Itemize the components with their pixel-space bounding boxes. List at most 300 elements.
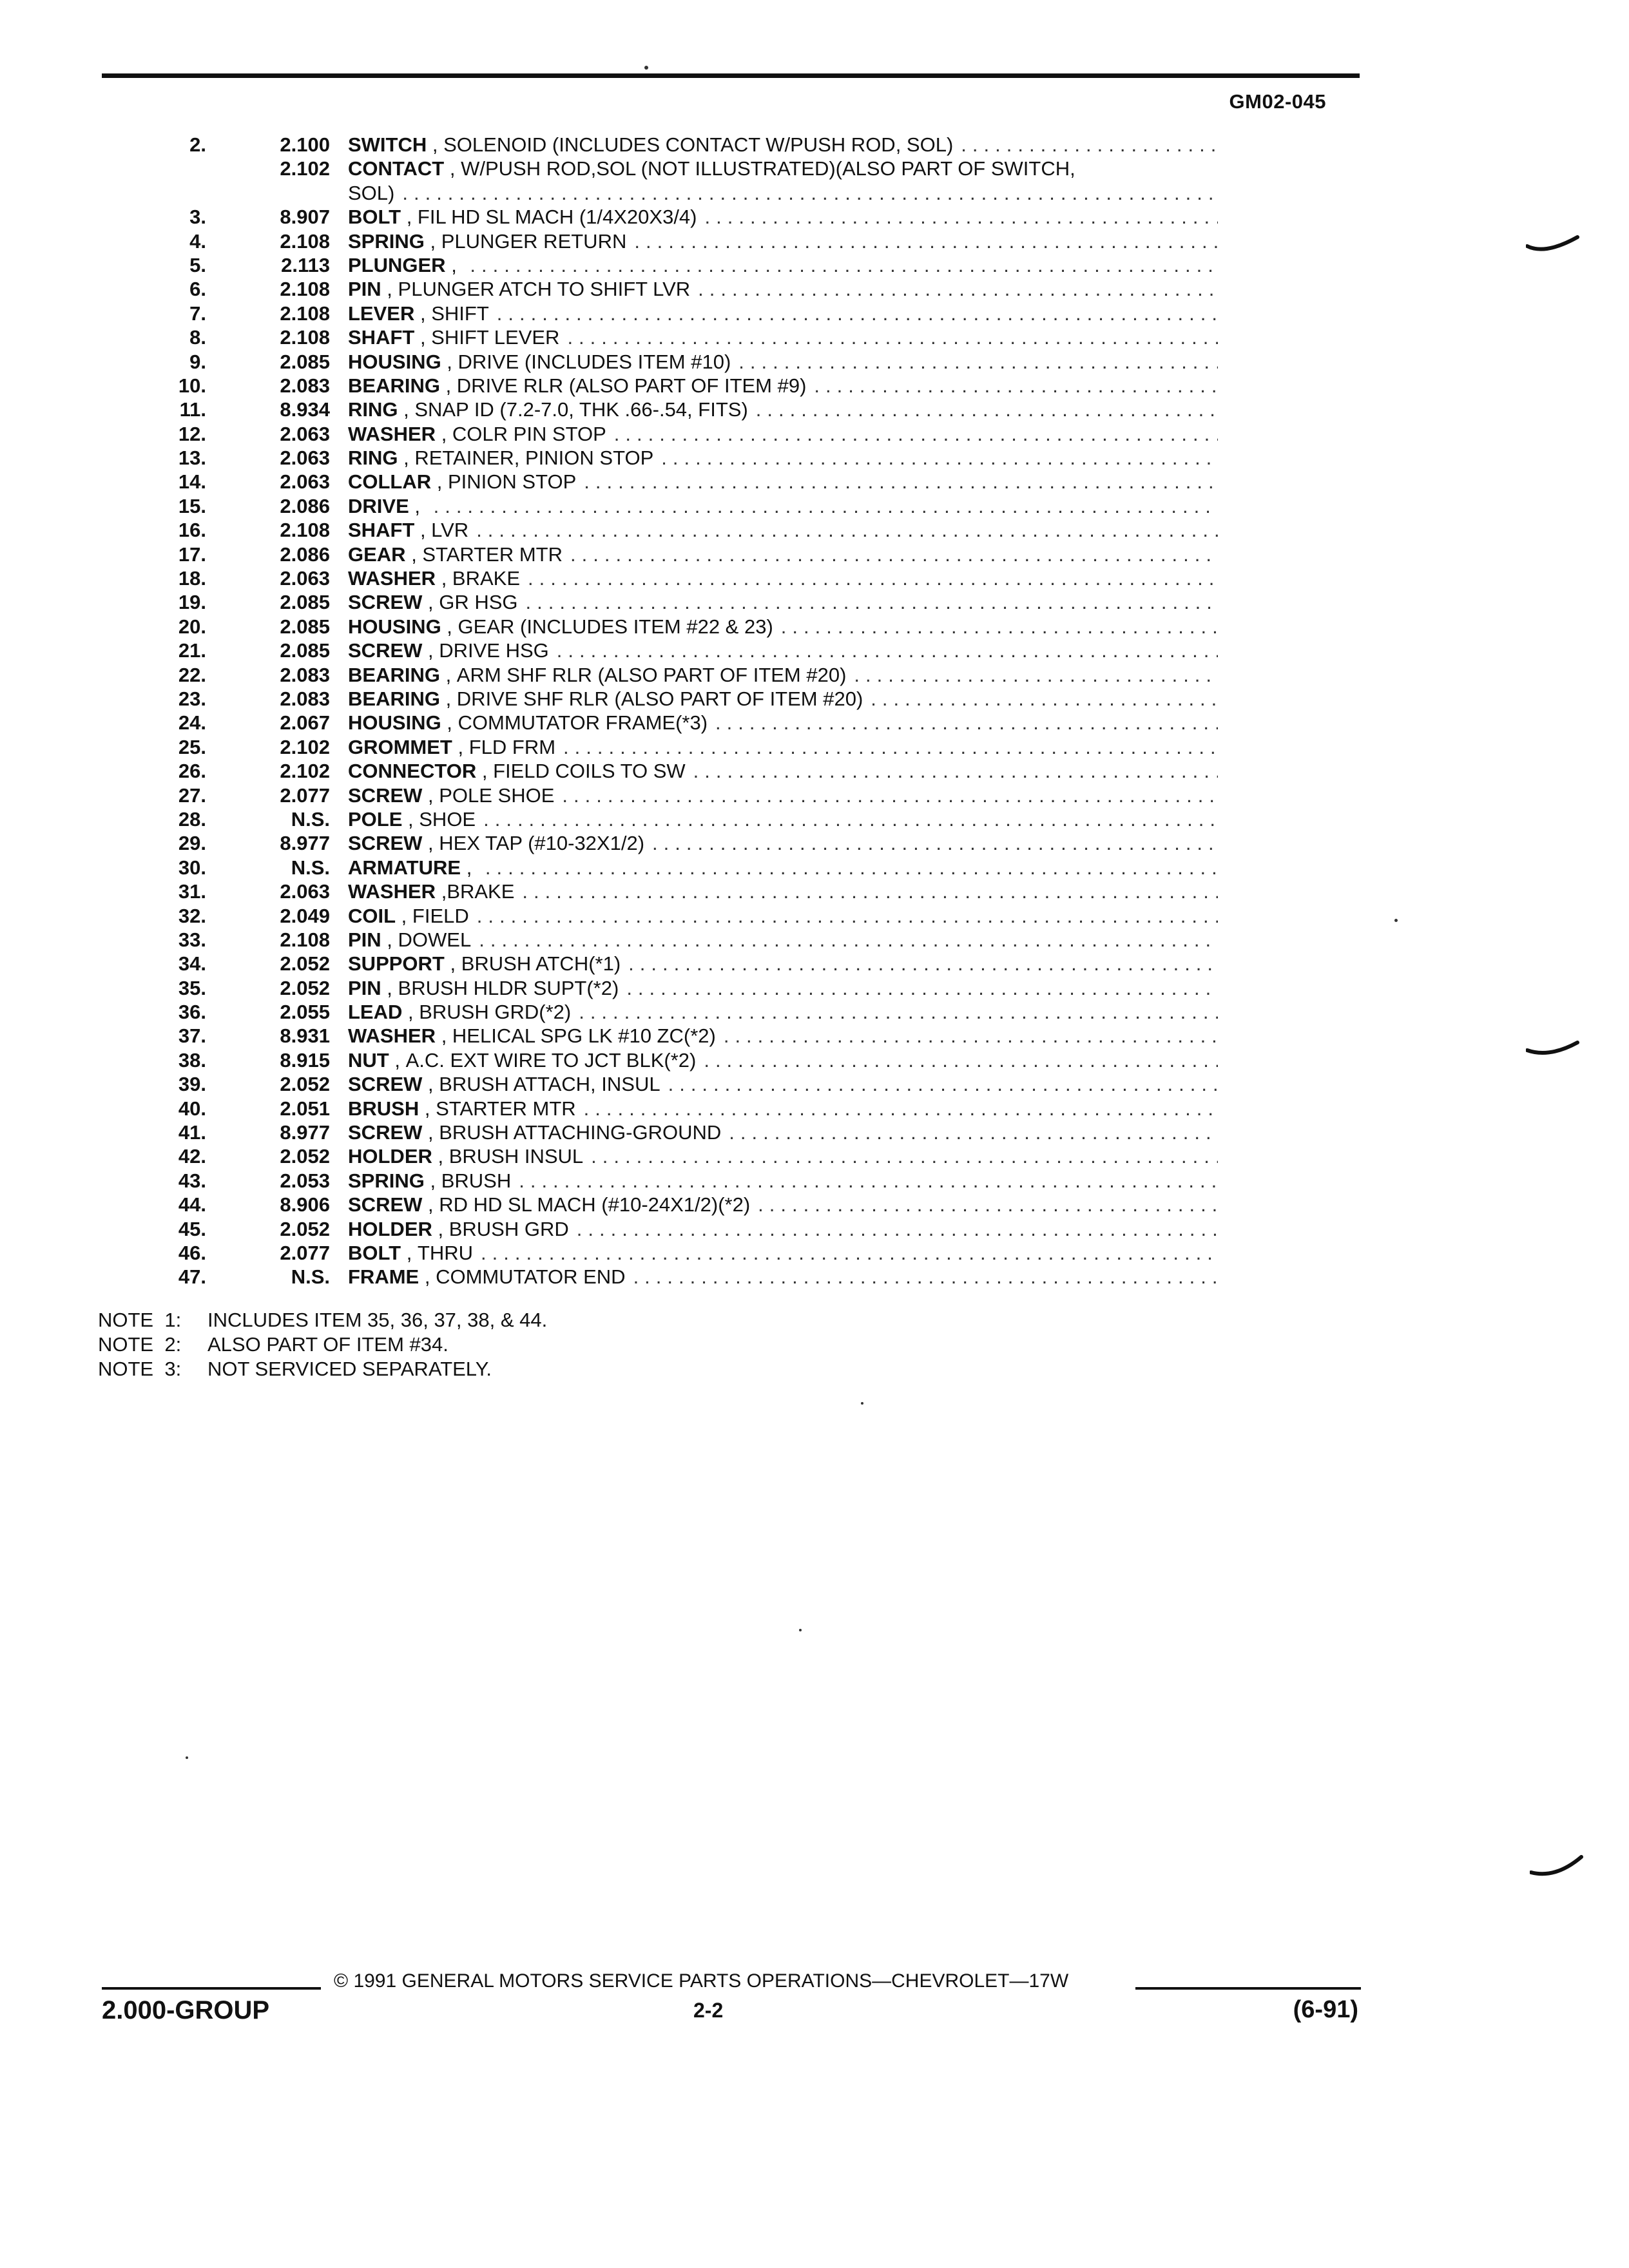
part-description xyxy=(348,759,1218,783)
part-detail: PLUNGER RETURN xyxy=(441,229,627,253)
group-number: 2.102 xyxy=(280,760,330,783)
parts-row xyxy=(97,831,1218,855)
item-number: 8. xyxy=(189,326,206,349)
part-name: SCREW xyxy=(348,1121,423,1144)
note-line xyxy=(98,1332,547,1357)
name-separator: , xyxy=(431,470,448,494)
part-detail: DRIVE RLR (ALSO PART OF ITEM #9) xyxy=(456,374,807,397)
group-number: 2.052 xyxy=(280,976,330,999)
item-number: 16. xyxy=(178,519,206,542)
part-name: WASHER xyxy=(348,567,436,590)
group-number: 2.052 xyxy=(280,1145,330,1168)
name-separator: , xyxy=(436,880,447,903)
name-separator: , xyxy=(405,543,423,566)
part-detail: BRAKE xyxy=(447,880,515,903)
parts-row xyxy=(97,494,1218,518)
dot-leader xyxy=(756,398,1218,421)
dot-leader xyxy=(570,543,1218,566)
name-separator: , xyxy=(401,1241,418,1264)
dot-leader xyxy=(584,1097,1218,1120)
note-line xyxy=(98,1357,547,1381)
name-separator: , xyxy=(422,591,439,614)
group-number: 8.907 xyxy=(280,206,330,229)
note-text: INCLUDES ITEM 35, 36, 37, 38, & 44. xyxy=(207,1309,548,1331)
item-number: 18. xyxy=(178,567,206,590)
item-number: 19. xyxy=(178,591,206,614)
group-number: 2.049 xyxy=(280,904,330,927)
part-description xyxy=(348,277,1218,301)
part-detail: W/PUSH ROD,SOL (NOT ILLUSTRATED)(ALSO PART OF SWITCH, xyxy=(461,157,1075,180)
group-number: 2.108 xyxy=(280,229,330,253)
dot-leader xyxy=(402,181,1218,205)
parts-row xyxy=(97,325,1218,349)
item-number: 26. xyxy=(178,760,206,783)
part-name: SCREW xyxy=(348,591,423,614)
item-number: 25. xyxy=(178,735,206,758)
part-description xyxy=(348,1072,1218,1096)
name-separator: , xyxy=(396,904,412,927)
name-separator: , xyxy=(441,350,458,373)
part-detail: ARM SHF RLR (ALSO PART OF ITEM #20) xyxy=(456,663,847,686)
group-number: 2.085 xyxy=(280,591,330,614)
part-description xyxy=(348,590,1218,614)
document-code: GM02-045 xyxy=(1229,90,1326,113)
part-name: SCREW xyxy=(348,1193,423,1216)
name-separator: , xyxy=(444,952,461,975)
group-number: 2.102 xyxy=(280,735,330,758)
group-number: 2.053 xyxy=(280,1169,330,1192)
binder-hole-mark-icon xyxy=(1530,1853,1584,1885)
part-description xyxy=(348,1120,1218,1144)
part-name: COLLAR xyxy=(348,470,432,494)
part-detail: SHOE xyxy=(419,807,476,831)
group-number: 2.086 xyxy=(280,543,330,566)
name-separator: , xyxy=(439,663,457,686)
part-detail: FIELD xyxy=(412,904,469,927)
part-description xyxy=(348,831,1218,855)
part-description xyxy=(348,904,1218,928)
item-number: 9. xyxy=(189,350,206,373)
part-name: BRUSH xyxy=(348,1097,419,1120)
dot-leader xyxy=(591,1144,1218,1168)
part-detail: RETAINER, PINION STOP xyxy=(414,447,654,470)
group-number: 2.063 xyxy=(280,422,330,445)
part-detail: BRUSH INSUL xyxy=(448,1145,584,1168)
part-detail: HEX TAP (#10-32X1/2) xyxy=(439,832,645,855)
part-detail: FIELD COILS TO SW xyxy=(493,760,686,783)
part-detail: HELICAL SPG LK #10 ZC(*2) xyxy=(452,1024,716,1048)
name-separator: , xyxy=(422,783,439,807)
name-separator: , xyxy=(424,229,441,253)
part-name: PIN xyxy=(348,278,381,301)
item-number: 41. xyxy=(178,1121,206,1144)
part-description xyxy=(348,663,1218,687)
part-name: HOUSING xyxy=(348,711,441,735)
dot-leader xyxy=(961,133,1218,157)
footer-rule-left xyxy=(102,1987,321,1990)
part-description xyxy=(348,205,1218,229)
name-separator: , xyxy=(381,976,398,999)
group-number: 2.100 xyxy=(280,133,330,156)
part-description xyxy=(348,1241,1218,1265)
part-description xyxy=(348,133,1218,157)
name-separator: , xyxy=(422,1193,439,1216)
part-detail: STARTER MTR xyxy=(436,1097,576,1120)
part-name: CONNECTOR xyxy=(348,760,477,783)
parts-row xyxy=(97,374,1218,398)
dot-leader xyxy=(485,856,1218,879)
part-description xyxy=(348,928,1218,952)
part-detail: SOLENOID (INCLUDES CONTACT W/PUSH ROD, SOL) xyxy=(443,133,954,156)
parts-row xyxy=(97,1169,1218,1193)
part-description xyxy=(348,446,1218,470)
group-number: 2.052 xyxy=(280,1073,330,1096)
parts-row xyxy=(97,1024,1218,1048)
parts-row xyxy=(97,904,1218,928)
part-description xyxy=(348,543,1218,566)
part-description xyxy=(348,229,1218,253)
part-detail: BRUSH xyxy=(441,1169,512,1192)
scan-speck xyxy=(186,1756,188,1759)
part-name: POLE xyxy=(348,807,403,831)
name-separator: , xyxy=(422,1073,439,1096)
item-number: 10. xyxy=(178,374,206,397)
parts-row xyxy=(97,1048,1218,1072)
item-number: 21. xyxy=(178,639,206,662)
part-name: ARMATURE xyxy=(348,856,461,879)
note-text: NOT SERVICED SEPARATELY. xyxy=(207,1358,492,1380)
part-name: COIL xyxy=(348,904,396,927)
part-detail: PLUNGER ATCH TO SHIFT LVR xyxy=(398,278,691,301)
part-detail: DRIVE SHF RLR (ALSO PART OF ITEM #20) xyxy=(456,687,863,710)
part-description xyxy=(348,494,1218,518)
parts-row xyxy=(97,639,1218,662)
note-text: ALSO PART OF ITEM #34. xyxy=(207,1333,448,1356)
note-line xyxy=(98,1308,547,1332)
group-number: 2.083 xyxy=(280,663,330,686)
name-separator: , xyxy=(422,639,439,662)
name-separator: , xyxy=(436,422,452,445)
item-number: 7. xyxy=(189,302,206,325)
part-description xyxy=(348,1144,1218,1168)
parts-list xyxy=(97,133,1218,1289)
top-rule xyxy=(102,73,1360,78)
parts-row xyxy=(97,615,1218,639)
dot-leader xyxy=(528,566,1218,590)
dot-leader xyxy=(519,1169,1218,1193)
part-detail: DRIVE HSG xyxy=(439,639,549,662)
parts-row xyxy=(97,879,1218,903)
part-name: SCREW xyxy=(348,783,423,807)
part-description xyxy=(348,687,1218,711)
dot-leader xyxy=(715,711,1218,735)
footer-page-number: 2-2 xyxy=(693,1999,724,2022)
part-name: WASHER xyxy=(348,422,436,445)
name-separator: , xyxy=(476,760,494,783)
part-detail: BRUSH ATCH(*1) xyxy=(461,952,621,975)
part-description xyxy=(348,856,1218,879)
note-label: NOTE 3: xyxy=(98,1358,182,1380)
part-description xyxy=(348,1024,1218,1048)
part-description xyxy=(348,783,1218,807)
part-detail: COLR PIN STOP xyxy=(452,422,606,445)
parts-row xyxy=(97,687,1218,711)
dot-leader xyxy=(483,807,1218,831)
part-description xyxy=(348,253,1218,277)
part-detail: BRUSH ATTACH, INSUL xyxy=(439,1073,660,1096)
item-number: 30. xyxy=(178,856,206,879)
parts-row xyxy=(97,1193,1218,1216)
name-separator: , xyxy=(401,206,418,229)
part-detail: STARTER MTR xyxy=(422,543,563,566)
footer-date-code: (6-91) xyxy=(1293,1996,1358,2023)
parts-row xyxy=(97,735,1218,759)
parts-row xyxy=(97,302,1218,325)
parts-row xyxy=(97,1000,1218,1024)
group-number: 2.086 xyxy=(280,494,330,517)
group-number: 8.977 xyxy=(280,832,330,855)
item-number: 37. xyxy=(178,1024,206,1048)
dot-leader xyxy=(668,1072,1218,1096)
part-name: RING xyxy=(348,447,398,470)
item-number: 35. xyxy=(178,976,206,999)
binder-hole-mark-icon xyxy=(1526,1035,1580,1061)
dot-leader xyxy=(584,470,1218,494)
part-detail: GEAR (INCLUDES ITEM #22 & 23) xyxy=(458,615,773,638)
part-name: SUPPORT xyxy=(348,952,445,975)
dot-leader xyxy=(626,976,1218,1000)
part-description xyxy=(348,1169,1218,1193)
parts-row xyxy=(97,1097,1218,1120)
parts-row xyxy=(97,1144,1218,1168)
part-detail: SNAP ID (7.2-7.0, THK .66-.54, FITS) xyxy=(414,398,748,421)
parts-row xyxy=(97,783,1218,807)
parts-row xyxy=(97,928,1218,952)
dot-leader xyxy=(633,1265,1218,1289)
item-number: 2. xyxy=(189,133,206,156)
part-description xyxy=(348,639,1218,662)
part-description xyxy=(348,1265,1218,1289)
group-number: N.S. xyxy=(291,856,330,879)
parts-row xyxy=(97,1217,1218,1241)
binder-hole-mark-icon xyxy=(1526,232,1580,258)
part-detail: BRUSH GRD(*2) xyxy=(419,1001,572,1024)
item-number: 14. xyxy=(178,470,206,494)
notes-section xyxy=(98,1308,547,1381)
dot-leader xyxy=(526,590,1218,614)
dot-leader xyxy=(724,1024,1218,1048)
scan-speck xyxy=(799,1629,802,1631)
part-description xyxy=(348,350,1218,374)
part-detail: FLD FRM xyxy=(468,735,556,758)
dot-leader xyxy=(497,302,1218,325)
scan-speck xyxy=(1394,919,1398,922)
part-description xyxy=(348,1000,1218,1024)
group-number: 2.051 xyxy=(280,1097,330,1120)
name-separator: , xyxy=(402,807,419,831)
item-number: 15. xyxy=(178,494,206,517)
dot-leader xyxy=(470,253,1218,277)
part-name: SPRING xyxy=(348,1169,425,1192)
item-number: 6. xyxy=(189,278,206,301)
name-separator: , xyxy=(436,567,452,590)
dot-leader xyxy=(577,1217,1218,1241)
group-number: 2.067 xyxy=(280,711,330,735)
parts-row xyxy=(97,1265,1218,1289)
name-separator: , xyxy=(422,832,439,855)
part-detail: SHIFT xyxy=(431,302,489,325)
name-separator: , xyxy=(427,133,444,156)
part-name: WASHER xyxy=(348,1024,436,1048)
group-number: 2.077 xyxy=(280,783,330,807)
dot-leader xyxy=(479,928,1218,952)
scan-speck xyxy=(644,66,648,70)
part-name: BOLT xyxy=(348,206,401,229)
dot-leader xyxy=(434,494,1218,518)
name-separator: , xyxy=(414,519,432,542)
part-name: PLUNGER xyxy=(348,253,446,276)
dot-leader xyxy=(814,374,1218,398)
dot-leader xyxy=(481,1241,1218,1265)
part-detail: POLE SHOE xyxy=(439,783,555,807)
part-name: BEARING xyxy=(348,374,440,397)
group-number: 2.077 xyxy=(280,1241,330,1264)
item-number: 40. xyxy=(178,1097,206,1120)
footer-rule-right xyxy=(1135,1987,1361,1990)
item-number: 3. xyxy=(189,206,206,229)
part-detail: THRU xyxy=(417,1241,474,1264)
part-description xyxy=(348,157,1218,180)
part-name: HOUSING xyxy=(348,350,441,373)
part-name: BOLT xyxy=(348,1241,401,1264)
dot-leader xyxy=(563,735,1218,759)
dot-leader xyxy=(522,879,1218,903)
part-description xyxy=(348,1097,1218,1120)
part-description xyxy=(348,374,1218,398)
part-detail: COMMUTATOR FRAME(*3) xyxy=(458,711,708,735)
footer-copyright: © 1991 GENERAL MOTORS SERVICE PARTS OPERATIONS—CHEVROLET—17W xyxy=(334,1970,1069,1992)
part-name: GEAR xyxy=(348,543,406,566)
dot-leader xyxy=(579,1000,1218,1024)
name-separator: , xyxy=(424,1169,441,1192)
name-separator: , xyxy=(445,253,463,276)
item-number: 43. xyxy=(178,1169,206,1192)
part-description xyxy=(348,735,1218,759)
group-number: 2.055 xyxy=(280,1001,330,1024)
part-detail: BRUSH HLDR SUPT(*2) xyxy=(398,976,619,999)
part-name: SWITCH xyxy=(348,133,427,156)
part-name: GROMMET xyxy=(348,735,452,758)
part-name: FRAME xyxy=(348,1265,419,1289)
parts-row xyxy=(97,590,1218,614)
part-name: NUT xyxy=(348,1048,389,1072)
name-separator: , xyxy=(444,157,461,180)
group-number: 2.083 xyxy=(280,687,330,710)
item-number: 27. xyxy=(178,783,206,807)
parts-row xyxy=(97,663,1218,687)
group-number: 2.083 xyxy=(280,374,330,397)
name-separator: , xyxy=(452,735,469,758)
part-description xyxy=(348,181,1218,205)
item-number: 39. xyxy=(178,1073,206,1096)
part-name: HOUSING xyxy=(348,615,441,638)
dot-leader xyxy=(854,663,1218,687)
part-detail: GR HSG xyxy=(439,591,518,614)
name-separator: , xyxy=(389,1048,406,1072)
item-number: 46. xyxy=(178,1241,206,1264)
parts-row xyxy=(97,566,1218,590)
part-name: HOLDER xyxy=(348,1145,432,1168)
parts-row xyxy=(97,711,1218,735)
group-number: 2.108 xyxy=(280,302,330,325)
group-number: 8.906 xyxy=(280,1193,330,1216)
dot-leader xyxy=(661,446,1218,470)
part-name: CONTACT xyxy=(348,157,445,180)
group-number: 8.915 xyxy=(280,1048,330,1072)
parts-row xyxy=(97,446,1218,470)
part-description xyxy=(348,615,1218,639)
part-description xyxy=(348,470,1218,494)
parts-row xyxy=(97,470,1218,494)
name-separator: , xyxy=(441,711,458,735)
part-name: LEVER xyxy=(348,302,415,325)
group-number: 2.063 xyxy=(280,567,330,590)
parts-row xyxy=(97,277,1218,301)
dot-leader xyxy=(758,1193,1218,1216)
item-number: 28. xyxy=(178,807,206,831)
part-detail: PINION STOP xyxy=(448,470,577,494)
group-number: 2.108 xyxy=(280,326,330,349)
group-number: 8.977 xyxy=(280,1121,330,1144)
item-number: 42. xyxy=(178,1145,206,1168)
part-name: SHAFT xyxy=(348,326,415,349)
item-number: 4. xyxy=(189,229,206,253)
part-description xyxy=(348,711,1218,735)
parts-row xyxy=(97,205,1218,229)
parts-row xyxy=(97,229,1218,253)
parts-row xyxy=(97,856,1218,879)
group-number: 2.052 xyxy=(280,952,330,975)
item-number: 23. xyxy=(178,687,206,710)
part-name: SCREW xyxy=(348,639,423,662)
item-number: 45. xyxy=(178,1217,206,1240)
name-separator: , xyxy=(461,856,477,879)
parts-row xyxy=(97,1072,1218,1096)
group-number: 2.108 xyxy=(280,928,330,951)
group-number: N.S. xyxy=(291,807,330,831)
dot-leader xyxy=(871,687,1218,711)
name-separator: , xyxy=(381,278,398,301)
part-name: LEAD xyxy=(348,1001,403,1024)
part-description xyxy=(348,422,1218,446)
name-separator: , xyxy=(422,1121,439,1144)
group-number: 2.052 xyxy=(280,1217,330,1240)
part-name: SPRING xyxy=(348,229,425,253)
group-number: 2.108 xyxy=(280,519,330,542)
part-name: RING xyxy=(348,398,398,421)
group-number: 2.085 xyxy=(280,639,330,662)
scan-speck xyxy=(861,1402,863,1405)
dot-leader xyxy=(705,205,1219,229)
item-number: 24. xyxy=(178,711,206,735)
item-number: 44. xyxy=(178,1193,206,1216)
part-description xyxy=(348,566,1218,590)
part-detail: SHIFT LEVER xyxy=(431,326,560,349)
parts-row xyxy=(97,952,1218,975)
dot-leader xyxy=(781,615,1218,639)
part-description xyxy=(348,807,1218,831)
dot-leader xyxy=(628,952,1218,975)
